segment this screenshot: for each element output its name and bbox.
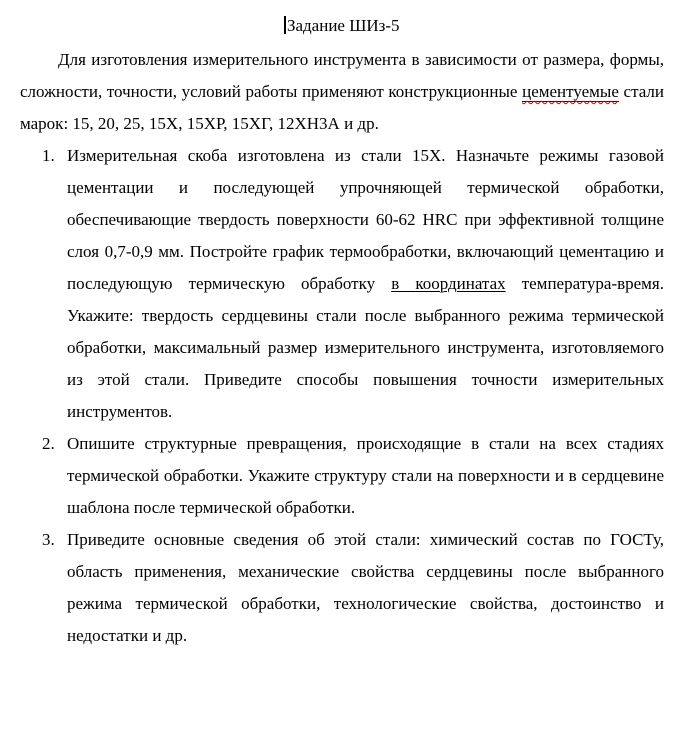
- misspelled-word: цементуемые: [522, 82, 619, 101]
- task-1-underlined-phrase: в координатах: [391, 274, 506, 293]
- text-cursor: [284, 16, 286, 34]
- task-1-text-part-2: температура-время. Укажите: твердость сердцевины стали после выбранного режима термической обработки, максимальный размер измерительного инструмента, изготовляемого из этой стали. Приведите способы повышения точности измерительных инструментов.: [67, 274, 665, 421]
- task-item-1: [20, 140, 664, 428]
- intro-text-2: стали марок: 15, 20, 25, 15Х, 15ХР, 15ХГ, 12ХН3А и др.: [20, 82, 664, 133]
- task-item-2: [20, 428, 664, 524]
- task-1-text: [67, 140, 664, 428]
- intro-paragraph: [20, 44, 664, 140]
- intro-text-1: Для изготовления измерительного инструмента в зависимости от размера, формы, сложности, точности, условий работы применяют конструкционные: [20, 50, 664, 101]
- document-title-text: Задание ШИз-5: [286, 16, 400, 35]
- task-3-number: 3.: [42, 530, 55, 549]
- task-2-number: 2.: [42, 434, 55, 453]
- task-list: [20, 140, 664, 652]
- task-1-text-part-1: Измерительная скоба изготовлена из стали 15Х. Назначьте режимы газовой цементации и последующей упрочняющей термической обработки, обеспечивающие твердость поверхности 60-62 HRC при эффективной толщине слоя 0,7-0,9 мм. Постройте график термообработки, включающий цементацию и последующую термическую обработку: [67, 146, 664, 293]
- task-2-text-part-1: Опишите структурные превращения, происходящие в стали на всех стадиях термической обработки. Укажите структуру стали на поверхности и в сердцевине шаблона после термической обработки.: [67, 434, 664, 517]
- document-title: [20, 10, 664, 42]
- task-item-3: [20, 524, 664, 652]
- task-1-number: 1.: [42, 146, 55, 165]
- task-3-text: [67, 524, 664, 652]
- task-3-text-part-1: Приведите основные сведения об этой стали: химический состав по ГОСТу, область применения, механические свойства сердцевины после выбранного режима термической обработки, технологические свойства, достоинство и недостатки и др.: [67, 530, 664, 645]
- task-2-text: [67, 428, 664, 524]
